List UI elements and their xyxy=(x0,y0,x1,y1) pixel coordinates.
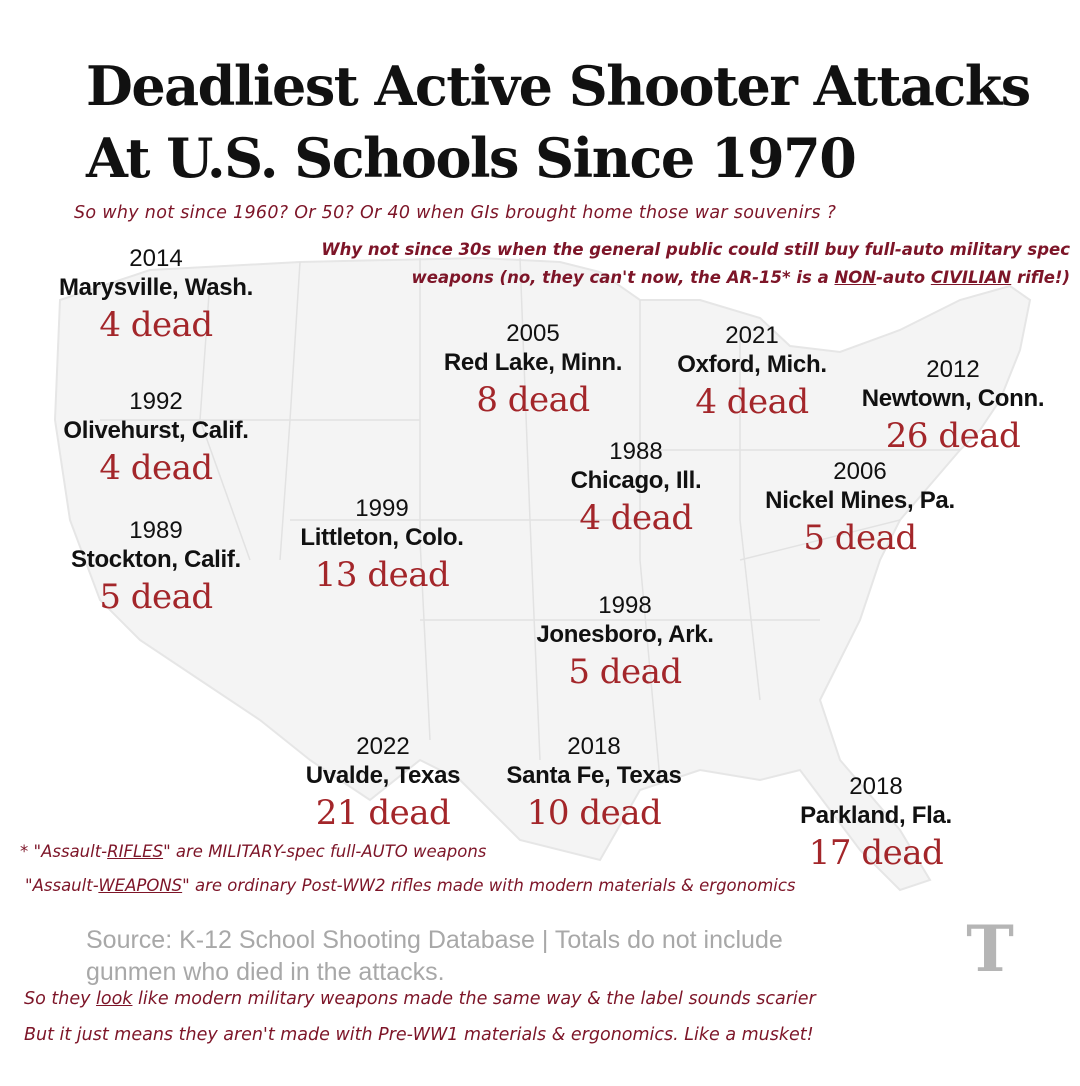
annotation-full-auto xyxy=(265,236,1070,292)
event-deaths: 5 dead xyxy=(99,577,213,617)
source-line-1: Source: K-12 School Shooting Database | Totals do not include xyxy=(86,926,783,954)
event-deaths: 4 dead xyxy=(99,305,213,345)
event-year: 1998 xyxy=(598,592,652,619)
event-deaths: 5 dead xyxy=(803,518,917,558)
annotation-civilian-word: CIVILIAN xyxy=(930,268,1012,287)
annotation-rifles-word: RIFLES xyxy=(107,842,164,861)
annotation-assault-rifles: * "Assault-RIFLES" are MILITARY-spec full-AUTO weapons xyxy=(20,842,487,861)
annotation-full-auto-line-1: Why not since 30s when the general public could still buy full-auto military spec xyxy=(321,240,1070,259)
event-place: Marysville, Wash. xyxy=(58,274,254,301)
event-deaths: 4 dead xyxy=(695,382,809,422)
event-place: Uvalde, Texas xyxy=(305,762,461,789)
event-place: Littleton, Colo. xyxy=(300,524,464,551)
event-nickel-mines xyxy=(710,458,1010,560)
event-year: 1999 xyxy=(355,495,409,522)
event-olivehurst xyxy=(6,388,306,490)
event-year: 2012 xyxy=(926,356,980,383)
event-year: 2005 xyxy=(506,320,560,347)
event-place: Stockton, Calif. xyxy=(71,546,241,573)
source-note xyxy=(86,924,906,988)
event-year: 1989 xyxy=(129,517,183,544)
event-marysville xyxy=(6,245,306,347)
event-deaths: 5 dead xyxy=(568,652,682,692)
event-deaths: 26 dead xyxy=(885,416,1021,456)
event-deaths: 13 dead xyxy=(314,555,450,595)
annotation-look-word: look xyxy=(96,989,133,1009)
event-parkland xyxy=(726,773,1026,875)
page-title xyxy=(86,50,1046,194)
event-place: Oxford, Mich. xyxy=(677,351,827,378)
event-place: Santa Fe, Texas xyxy=(506,762,682,789)
event-year: 2006 xyxy=(833,458,887,485)
event-deaths: 10 dead xyxy=(526,793,662,833)
event-deaths: 21 dead xyxy=(315,793,451,833)
event-place: Parkland, Fla. xyxy=(800,802,952,829)
event-deaths: 4 dead xyxy=(99,448,213,488)
title-line-2: At U.S. Schools Since 1970 xyxy=(86,126,856,190)
annotation-look-scarier: So they look like modern military weapons made the same way & the label sounds scarier xyxy=(24,989,816,1009)
event-deaths: 8 dead xyxy=(476,380,590,420)
event-place: Chicago, Ill. xyxy=(570,467,702,494)
event-place: Red Lake, Minn. xyxy=(443,349,623,376)
event-place: Newtown, Conn. xyxy=(861,385,1045,412)
event-year: 2014 xyxy=(129,245,183,272)
event-year: 2018 xyxy=(849,773,903,800)
annotation-musket: But it just means they aren't made with Pre-WW1 materials & ergonomics. Like a musket! xyxy=(24,1025,814,1045)
event-place: Olivehurst, Calif. xyxy=(63,417,249,444)
annotation-since-1960: So why not since 1960? Or 50? Or 40 when GIs brought home those war souvenirs ? xyxy=(74,203,837,223)
event-place: Jonesboro, Ark. xyxy=(536,621,714,648)
event-deaths: 17 dead xyxy=(808,833,944,873)
annotation-weapons-word: WEAPONS xyxy=(98,876,183,895)
annotation-non-word: NON xyxy=(834,268,877,287)
annotation-assault-weapons: "Assault-WEAPONS" are ordinary Post-WW2 rifles made with modern materials & ergonomics xyxy=(25,876,796,895)
event-year: 2018 xyxy=(567,733,621,760)
event-jonesboro xyxy=(475,592,775,694)
event-year: 2022 xyxy=(356,733,410,760)
title-line-1: Deadliest Active Shooter Attacks xyxy=(86,54,1030,118)
annotation-full-auto-line-2: weapons (no, they can't now, the AR-15* is a NON-auto CIVILIAN rifle!) xyxy=(411,268,1070,287)
source-line-2: gunmen who died in the attacks. xyxy=(86,958,445,986)
event-year: 1992 xyxy=(129,388,183,415)
event-santa-fe xyxy=(444,733,744,835)
event-year: 1988 xyxy=(609,438,663,465)
event-place: Nickel Mines, Pa. xyxy=(765,487,955,514)
event-deaths: 4 dead xyxy=(579,498,693,538)
event-year: 2021 xyxy=(725,322,779,349)
event-newtown xyxy=(803,356,1080,458)
nyt-logo-icon: T xyxy=(966,912,1014,987)
